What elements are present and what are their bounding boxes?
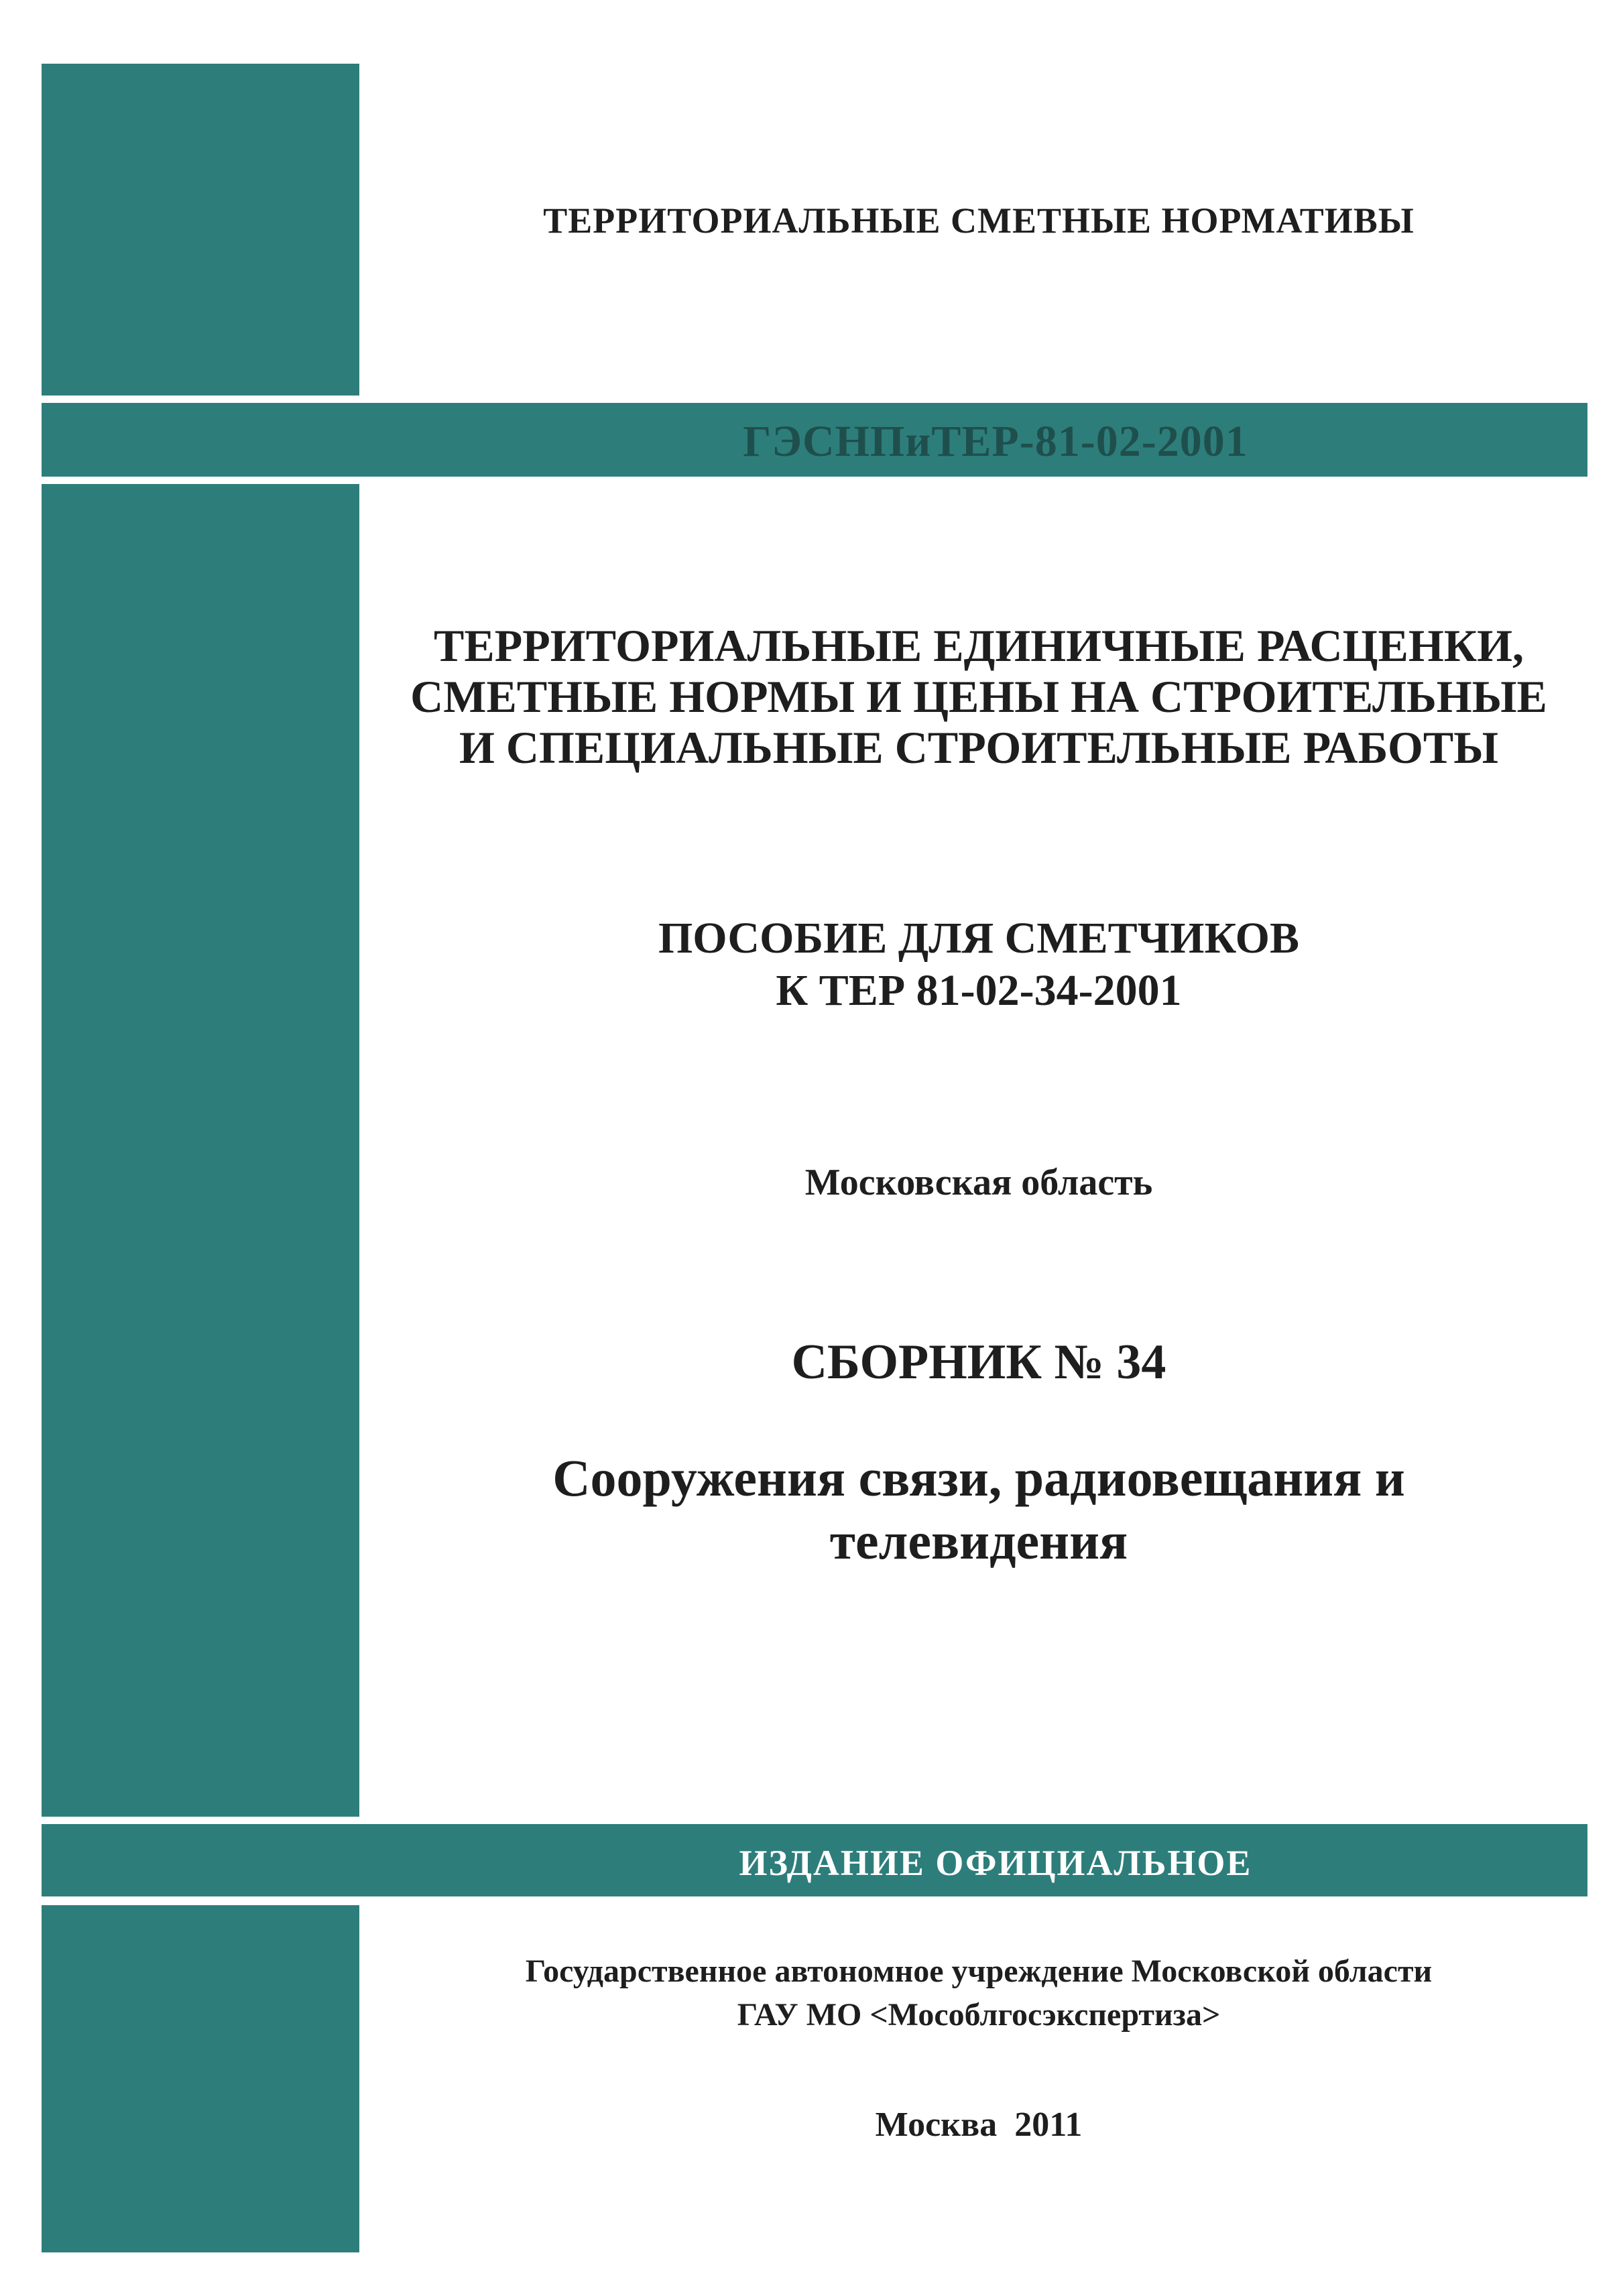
teal-vertical-strip-top xyxy=(42,64,359,396)
teal-vertical-strip-bottom xyxy=(42,1905,359,2252)
publisher-line-1: Государственное автономное учреждение Московской области xyxy=(525,1953,1433,1989)
city-year: Москва 2011 xyxy=(875,2106,1083,2144)
collection-subject-line-1: Сооружения связи, радиовещания и xyxy=(552,1449,1405,1507)
region: Московская область xyxy=(804,1162,1153,1203)
series-header: ТЕРРИТОРИАЛЬНЫЕ СМЕТНЫЕ НОРМАТИВЫ xyxy=(543,200,1415,241)
code-bar xyxy=(42,403,1587,477)
edition-bar xyxy=(42,1824,1587,1896)
code-bar-text: ГЭСНПиТЕР-81-02-2001 xyxy=(743,417,1248,466)
edition-bar-text: ИЗДАНИЕ ОФИЦИАЛЬНОЕ xyxy=(739,1843,1252,1883)
main-title-line-2: СМЕТНЫЕ НОРМЫ И ЦЕНЫ НА СТРОИТЕЛЬНЫЕ xyxy=(410,671,1547,722)
publisher-line-2: ГАУ МО <Мособлгосэкспертиза> xyxy=(737,1997,1221,2033)
main-title-line-1: ТЕРРИТОРИАЛЬНЫЕ ЕДИНИЧНЫЕ РАСЦЕНКИ, xyxy=(434,620,1524,671)
manual-title-line-1: ПОСОБИЕ ДЛЯ СМЕТЧИКОВ xyxy=(658,914,1300,963)
main-title-line-3: И СПЕЦИАЛЬНЫЕ СТРОИТЕЛЬНЫЕ РАБОТЫ xyxy=(459,722,1499,773)
collection-number: СБОРНИК № 34 xyxy=(791,1335,1166,1390)
manual-title-line-2: К ТЕР 81-02-34-2001 xyxy=(776,966,1182,1015)
collection-subject-line-2: телевидения xyxy=(829,1512,1128,1570)
teal-vertical-strip-middle xyxy=(42,484,359,1817)
